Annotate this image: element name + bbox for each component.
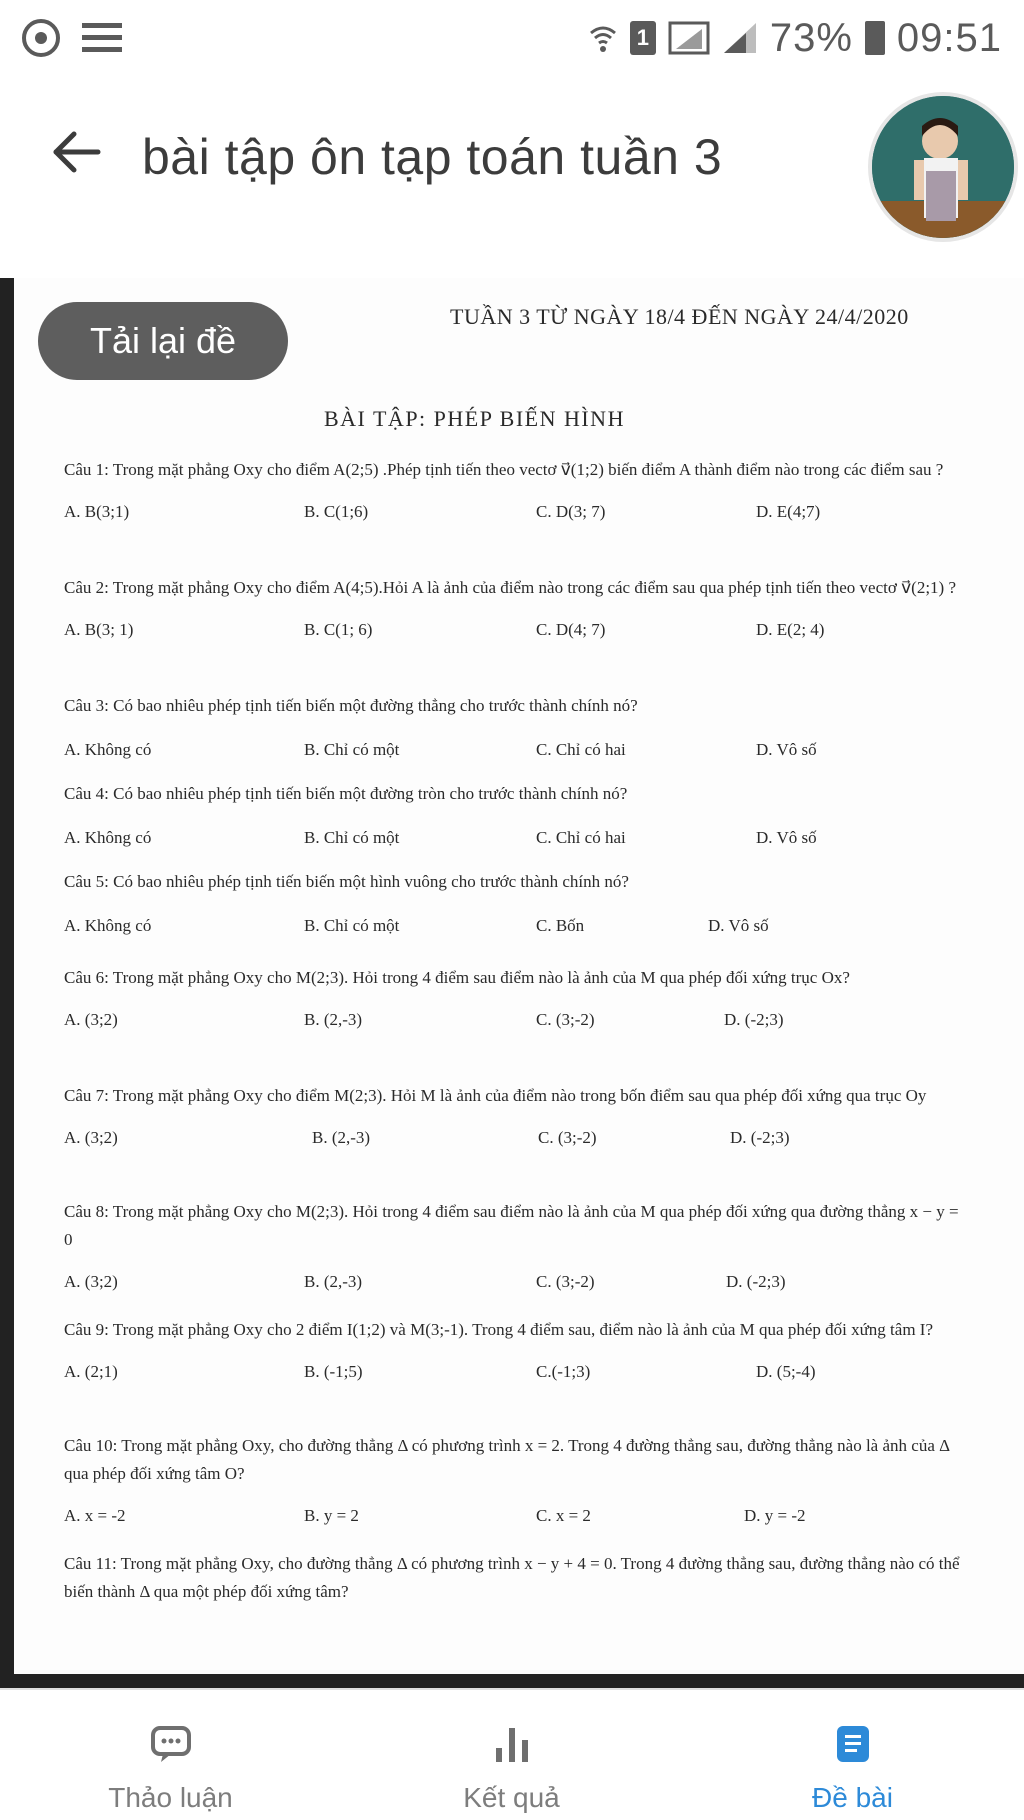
answer-c: C. D(3; 7) bbox=[536, 502, 606, 521]
answer-c: C. Chỉ có hai bbox=[536, 740, 626, 759]
answer-b: B. C(1;6) bbox=[304, 502, 369, 521]
question-7 bbox=[64, 1082, 964, 1152]
signal-icon bbox=[722, 21, 758, 55]
question-text: Câu 5: Có bao nhiêu phép tịnh tiến biến một hình vuông cho trước thành chính nó? bbox=[64, 872, 629, 891]
answer-a: A. B(3; 1) bbox=[64, 620, 134, 639]
answer-a: A. (3;2) bbox=[64, 1272, 118, 1291]
answer-b: B. (2,-3) bbox=[304, 1272, 363, 1291]
answer-c: C. Chỉ có hai bbox=[536, 828, 626, 847]
wifi-icon bbox=[588, 21, 618, 55]
answer-d: D. (-2;3) bbox=[724, 1010, 784, 1029]
answer-c: C.(-1;3) bbox=[536, 1362, 591, 1381]
question-1 bbox=[64, 456, 964, 526]
answer-d: D. E(2; 4) bbox=[756, 620, 825, 639]
question-2 bbox=[64, 574, 964, 644]
question-4 bbox=[64, 780, 964, 852]
bar-chart-icon bbox=[490, 1724, 534, 1764]
back-arrow-icon[interactable] bbox=[52, 130, 102, 174]
answer-d: D. (-2;3) bbox=[730, 1128, 790, 1147]
answer-a: A. Không có bbox=[64, 740, 152, 759]
clock: 09:51 bbox=[896, 15, 1002, 60]
answer-d: D. (-2;3) bbox=[726, 1272, 786, 1291]
answer-c: C. Bốn bbox=[536, 916, 585, 935]
tab-results[interactable] bbox=[341, 1690, 682, 1820]
answer-d: D. Vô số bbox=[756, 740, 817, 759]
tab-results-label: Kết quả bbox=[463, 1782, 560, 1813]
question-text: Câu 6: Trong mặt phẳng Oxy cho M(2;3). Hỏi trong 4 điểm sau điểm nào là ảnh của M qua phép đối xứng trục Ox? bbox=[64, 968, 850, 987]
reload-exam-button[interactable]: Tải lại đề bbox=[38, 302, 288, 380]
tab-discussion-label: Thảo luận bbox=[108, 1782, 233, 1813]
answer-c: C. x = 2 bbox=[536, 1506, 591, 1525]
question-10 bbox=[64, 1432, 964, 1530]
tab-exam[interactable] bbox=[682, 1690, 1023, 1820]
question-text: Câu 3: Có bao nhiêu phép tịnh tiến biến một đường thẳng cho trước thành chính nó? bbox=[64, 696, 638, 715]
question-text: Câu 8: Trong mặt phẳng Oxy cho M(2;3). Hỏi trong 4 điểm sau điểm nào là ảnh của M qua phép đối xứng qua đường thẳng x − y = 0 bbox=[64, 1202, 959, 1249]
question-3 bbox=[64, 692, 964, 764]
document-icon bbox=[831, 1724, 875, 1764]
question-text: Câu 11: Trong mặt phẳng Oxy, cho đường thẳng Δ có phương trình x − y + 4 = 0. Trong 4 đường thẳng sau, đường thẳng nào có thể biến thành Δ qua một phép đối xứng tâm? bbox=[64, 1554, 960, 1601]
answer-a: A. x = -2 bbox=[64, 1506, 126, 1525]
answer-b: B. (2,-3) bbox=[312, 1128, 371, 1147]
document-heading: BÀI TẬP: PHÉP BIẾN HÌNH bbox=[324, 406, 625, 431]
answer-b: B. Chỉ có một bbox=[304, 828, 400, 847]
question-text: Câu 10: Trong mặt phẳng Oxy, cho đường thẳng Δ có phương trình x = 2. Trong 4 đường thẳng sau, đường thẳng nào là ảnh của Δ qua phép đối xứng tâm O? bbox=[64, 1436, 950, 1483]
answer-b: B. C(1; 6) bbox=[304, 620, 373, 639]
chat-icon bbox=[149, 1724, 193, 1764]
answer-a: A. (3;2) bbox=[64, 1128, 118, 1147]
answer-a: A. Không có bbox=[64, 828, 152, 847]
answer-d: D. y = -2 bbox=[744, 1506, 806, 1525]
answer-b: B. (-1;5) bbox=[304, 1362, 363, 1381]
week-line: TUẦN 3 TỪ NGÀY 18/4 ĐẾN NGÀY 24/4/2020 bbox=[450, 304, 909, 329]
question-6 bbox=[64, 964, 964, 1034]
question-text: Câu 9: Trong mặt phẳng Oxy cho 2 điểm I(1;2) và M(3;-1). Trong 4 điểm sau, điểm nào là ảnh của M qua phép đối xứng tâm I? bbox=[64, 1320, 934, 1339]
question-text: Câu 2: Trong mặt phẳng Oxy cho điểm A(4;5).Hỏi A là ảnh của điểm nào trong các điểm sau qua phép tịnh tiến theo vectơ v⃗(2;1) ? bbox=[64, 578, 957, 597]
avatar-photo bbox=[872, 96, 1018, 242]
answer-b: B. (2,-3) bbox=[304, 1010, 363, 1029]
tab-exam-label: Đề bài bbox=[812, 1782, 893, 1813]
signal-icon bbox=[668, 21, 710, 55]
answer-b: B. y = 2 bbox=[304, 1506, 359, 1525]
battery-icon bbox=[865, 21, 885, 55]
answer-c: C. (3;-2) bbox=[538, 1128, 597, 1147]
question-9 bbox=[64, 1316, 964, 1386]
document-viewer[interactable] bbox=[0, 278, 1024, 1688]
answer-b: B. Chỉ có một bbox=[304, 740, 400, 759]
battery-percent: 73% bbox=[769, 15, 853, 60]
answer-a: A. (3;2) bbox=[64, 1010, 118, 1029]
answer-b: B. Chỉ có một bbox=[304, 916, 400, 935]
answer-d: D. Vô số bbox=[756, 828, 817, 847]
answer-c: C. D(4; 7) bbox=[536, 620, 606, 639]
answer-a: A. (2;1) bbox=[64, 1362, 118, 1381]
question-5 bbox=[64, 868, 964, 940]
circle-icon bbox=[22, 19, 60, 57]
question-8 bbox=[64, 1198, 964, 1296]
question-text: Câu 1: Trong mặt phẳng Oxy cho điểm A(2;5) .Phép tịnh tiến theo vectơ v⃗(1;2) biến điểm A thành điểm nào trong các điểm sau ? bbox=[64, 460, 944, 479]
answer-c: C. (3;-2) bbox=[536, 1272, 595, 1291]
question-11 bbox=[64, 1550, 964, 1606]
answer-c: C. (3;-2) bbox=[536, 1010, 595, 1029]
answer-a: A. B(3;1) bbox=[64, 502, 130, 521]
bottom-nav bbox=[0, 1690, 1024, 1820]
page-title: bài tập ôn tạp toán tuần 3 bbox=[142, 129, 723, 185]
question-text: Câu 7: Trong mặt phẳng Oxy cho điểm M(2;3). Hỏi M là ảnh của điểm nào trong bốn điểm sau qua phép đối xứng qua trục Oy bbox=[64, 1086, 927, 1105]
tab-discussion[interactable] bbox=[0, 1690, 341, 1820]
answer-a: A. Không có bbox=[64, 916, 152, 935]
answer-d: D. (5;-4) bbox=[756, 1362, 816, 1381]
answer-d: D. Vô số bbox=[708, 916, 769, 935]
question-text: Câu 4: Có bao nhiêu phép tịnh tiến biến một đường tròn cho trước thành chính nó? bbox=[64, 784, 628, 803]
sim-icon: 1 bbox=[630, 21, 656, 55]
avatar[interactable] bbox=[868, 92, 1018, 242]
answer-d: D. E(4;7) bbox=[756, 502, 821, 521]
status-bar bbox=[0, 0, 1024, 76]
list-icon bbox=[82, 21, 122, 55]
document-page bbox=[14, 278, 1024, 1674]
